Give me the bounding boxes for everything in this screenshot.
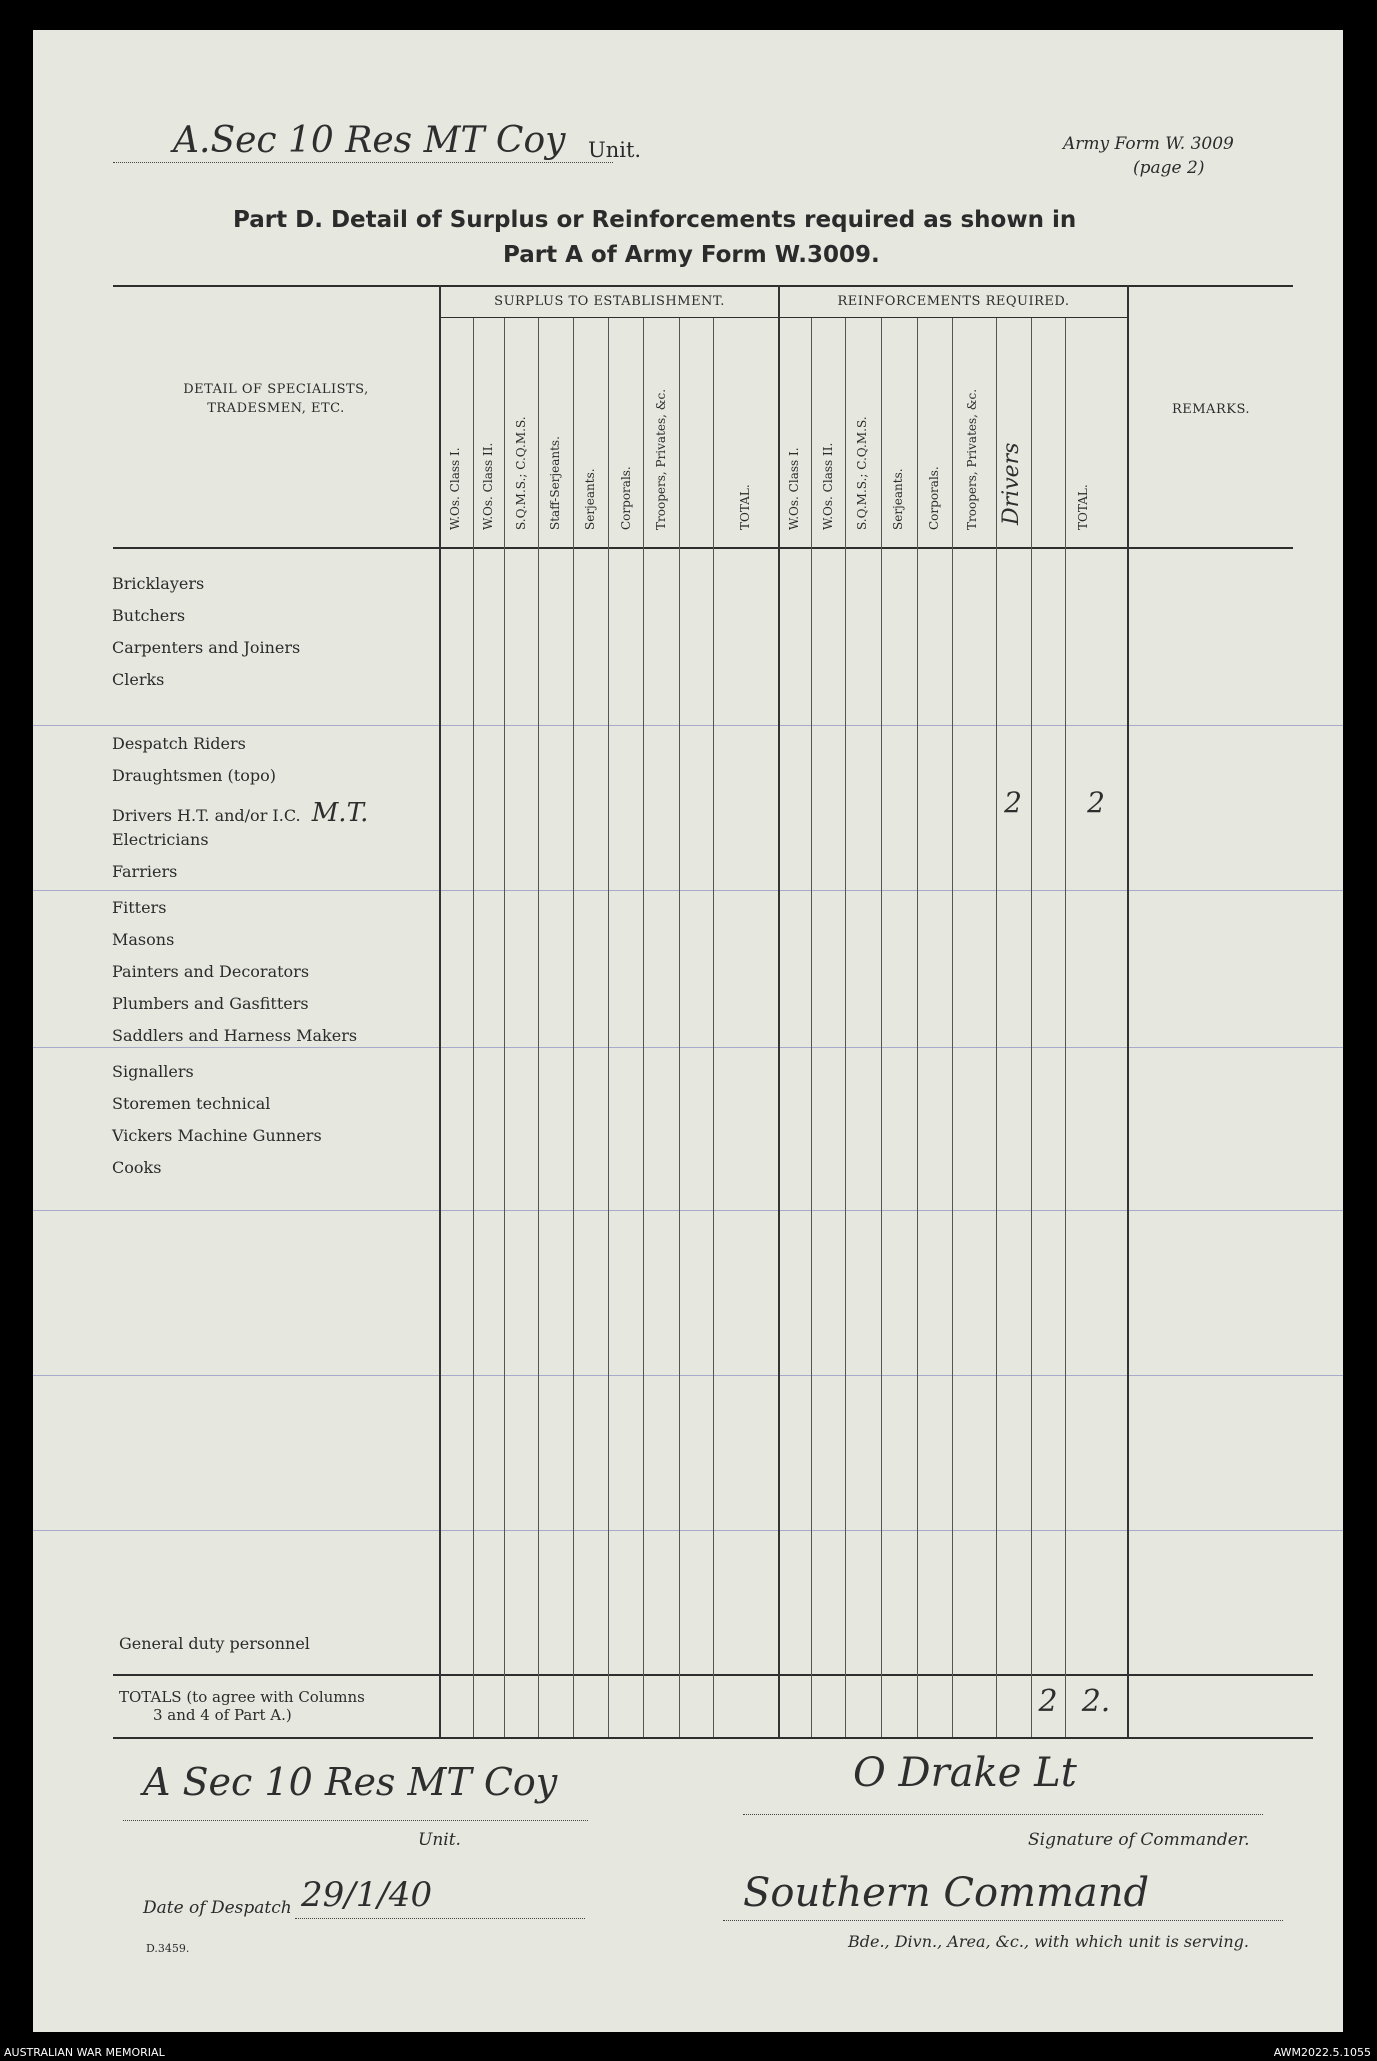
row-label: Cooks — [112, 1158, 162, 1177]
surplus-header: SURPLUS TO ESTABLISHMENT. — [494, 294, 725, 309]
page-label: (page 2) — [1133, 158, 1205, 178]
row-label: Painters and Decorators — [112, 962, 310, 981]
commander-signature: O Drake Lt — [853, 1750, 1077, 1796]
row-label: Farriers — [112, 862, 178, 881]
formation-handwritten: Southern Command — [743, 1870, 1150, 1916]
archive-footer — [0, 2032, 1377, 2061]
footer-unit-label: Unit. — [418, 1830, 461, 1850]
col-header: W.Os. Class I. — [448, 447, 462, 530]
table-header-rule — [113, 547, 1293, 549]
row-label: Masons — [112, 930, 175, 949]
formation-line — [723, 1920, 1283, 1921]
col-header: Troopers, Privates, &c. — [654, 388, 668, 530]
col-header: TOTAL. — [1076, 484, 1090, 530]
row-label: Carpenters and Joiners — [112, 638, 301, 657]
title-line-1: Part D. Detail of Surplus or Reinforcements required as shown in — [233, 207, 1077, 233]
unit-dotted-line — [113, 162, 613, 163]
form-page — [33, 30, 1343, 2032]
row-label-general-duty: General duty personnel — [119, 1634, 310, 1653]
row-label: Vickers Machine Gunners — [112, 1126, 322, 1145]
col-header: Serjeants. — [891, 468, 905, 530]
remarks-header: REMARKS. — [1171, 402, 1251, 417]
footer-unit-line — [123, 1820, 588, 1821]
group-header-rule — [439, 317, 1127, 318]
row-label: Draughtsmen (topo) — [112, 766, 276, 785]
title-line-2: Part A of Army Form W.3009. — [503, 242, 880, 268]
drivers-troopers-value: 2 — [1004, 786, 1022, 819]
drivers-annotation: M.T. — [311, 798, 369, 828]
col-header: W.Os. Class II. — [481, 442, 495, 530]
col-header: W.Os. Class I. — [787, 447, 801, 530]
signature-line — [743, 1814, 1263, 1815]
col-header: S.Q.M.S.; C.Q.M.S. — [855, 416, 869, 530]
footer-unit-handwritten: A Sec 10 Res MT Coy — [143, 1760, 558, 1804]
row-label: Electricians — [112, 830, 209, 849]
row-label: Bricklayers — [112, 574, 205, 593]
date-line — [295, 1918, 585, 1919]
row-label: Despatch Riders — [112, 734, 246, 753]
totals-label: TOTALS (to agree with Columns 3 and 4 of Part A.) — [119, 1688, 365, 1724]
unit-handwritten: A.Sec 10 Res MT Coy — [173, 120, 566, 161]
handwritten-column-header: Drivers — [999, 442, 1024, 525]
col-header: W.Os. Class II. — [821, 442, 835, 530]
col-header: Corporals. — [927, 466, 941, 530]
reinforcements-header: REINFORCEMENTS REQUIRED. — [837, 294, 1070, 309]
row-label: Plumbers and Gasfitters — [112, 994, 309, 1013]
date-value: 29/1/40 — [301, 1875, 433, 1915]
signature-label: Signature of Commander. — [1028, 1830, 1250, 1850]
detail-header: DETAIL OF SPECIALISTS, TRADESMEN, ETC. — [183, 382, 369, 416]
table-top-rule — [113, 285, 1293, 287]
form-code: D.3459. — [146, 1942, 190, 1955]
formation-label: Bde., Divn., Area, &c., with which unit is serving. — [848, 1932, 1249, 1951]
col-header: Corporals. — [619, 466, 633, 530]
col-header: Serjeants. — [583, 468, 597, 530]
col-header: Troopers, Privates, &c. — [965, 388, 979, 530]
row-label: Saddlers and Harness Makers — [112, 1026, 358, 1045]
col-header: TOTAL. — [738, 484, 752, 530]
archive-source: AUSTRALIAN WAR MEMORIAL — [4, 2046, 165, 2059]
archive-id: AWM2022.5.1055 — [1273, 2046, 1371, 2059]
unit-label: Unit. — [588, 138, 642, 162]
row-label: Signallers — [112, 1062, 194, 1081]
row-label: Storemen technical — [112, 1094, 271, 1113]
drivers-total-value: 2 — [1087, 786, 1105, 819]
row-label: Fitters — [112, 898, 167, 917]
col-header: S.Q.M.S.; C.Q.M.S. — [514, 416, 528, 530]
row-label: Butchers — [112, 606, 186, 625]
row-label-drivers: Drivers H.T. and/or I.C. M.T. — [112, 798, 369, 828]
date-label: Date of Despatch — [143, 1898, 292, 1918]
totals-bottom-rule — [113, 1737, 1313, 1739]
totals-total-value: 2. — [1081, 1684, 1111, 1719]
row-label: Clerks — [112, 670, 165, 689]
totals-troopers-value: 2 — [1038, 1684, 1058, 1719]
army-form-label: Army Form W. 3009 — [1063, 134, 1234, 154]
col-header: Staff-Serjeants. — [548, 436, 562, 530]
